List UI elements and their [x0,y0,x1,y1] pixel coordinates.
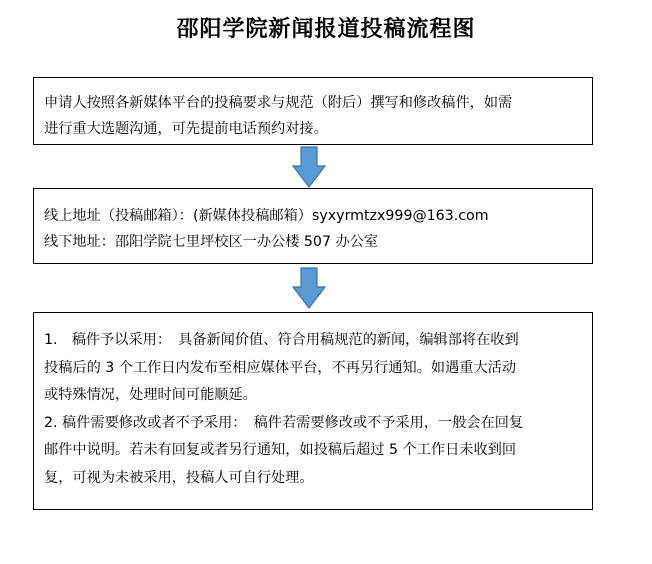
down-arrow-icon [292,146,326,188]
page-title: 邵阳学院新闻报道投稿流程图 [176,16,476,42]
step-box-review-result [33,312,593,510]
step-text-line: 线下地址：邵阳学院七里坪校区一办公楼 507 办公室 [44,234,379,250]
step-text-line: 线上地址（投稿邮箱）：(新媒体投稿邮箱）syxyrmtzx999@163.com [44,208,489,224]
step-box-submission-address [33,188,593,264]
step-text-line: 进行重大选题沟通，可先提前电话预约对接。 [44,121,328,137]
step-text-line: 或特殊情况，处理时间可能顺延。 [44,387,257,403]
down-arrow-icon [292,267,326,309]
step-text-line: 投稿后的 3 个工作日内发布至相应媒体平台，不再另行通知。如遇重大活动 [44,359,517,376]
step-text-line: 复，可视为未被采用，投稿人可自行处理。 [44,469,314,486]
step-text-line: 邮件中说明。若未有回复或者另行通知，如投稿后超过 5 个工作日未收到回 [44,442,517,458]
step-box-submission-guidelines [33,77,593,145]
step-text-line: 2. 稿件需要修改或者不予采用： 稿件若需要修改或不予采用，一般会在回复 [44,414,524,431]
step-text-line: 申请人按照各新媒体平台的投稿要求与规范（附后）撰写和修改稿件，如需 [44,95,513,111]
step-text-line: 1. 稿件予以采用： 具备新闻价值、符合用稿规范的新闻，编辑部将在收到 [44,332,519,348]
